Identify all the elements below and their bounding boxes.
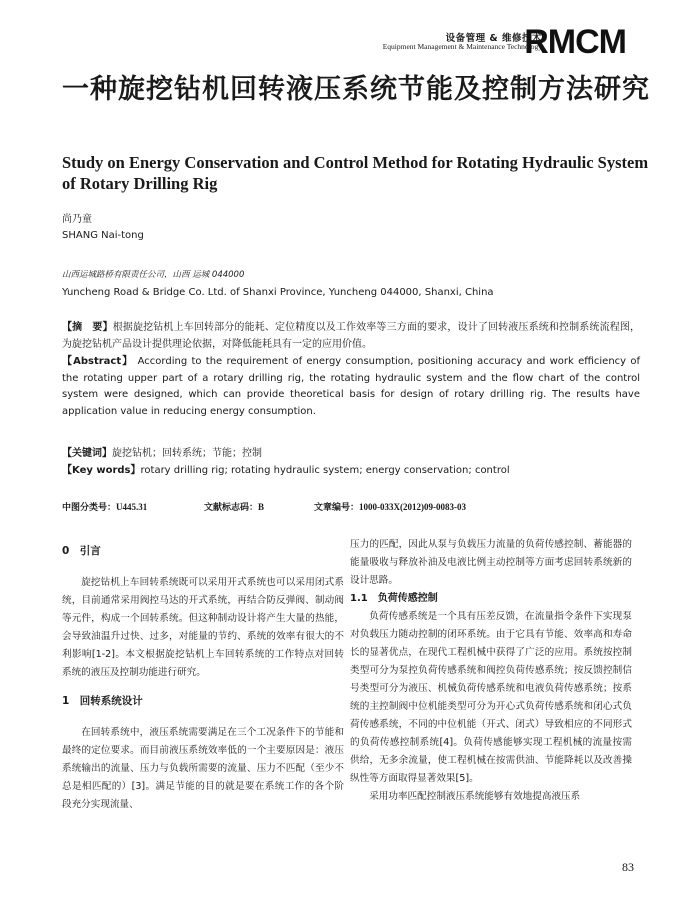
article-number: 文章编号：1000-033X(2012)09-0083-03 — [314, 502, 466, 512]
author-name-cn: 尚乃童 — [62, 214, 92, 225]
abstract-cn — [62, 320, 640, 353]
section-1-1-paragraph-2: 采用功率匹配控制液压系统能够有效地提高液压系 — [369, 791, 581, 802]
journal-name-cn: 设备管理 & 维修技术 — [445, 33, 542, 44]
journal-name-en: Equipment Management & Maintenance Technology — [382, 42, 542, 51]
journal-logo: RMCM — [524, 23, 626, 61]
affiliation-en: Yuncheng Road & Bridge Co. Ltd. of Shanxi Province, Yuncheng 044000, Shanxi, China — [62, 287, 494, 298]
keywords-cn — [62, 444, 262, 459]
clc-number: 中图分类号：U445.31 — [62, 502, 148, 512]
page-number: 83 — [622, 860, 634, 874]
keywords-en-text: rotary drilling rig; rotating hydraulic system; energy conservation; control — [140, 465, 510, 476]
section-1-1-paragraph: 负荷传感系统是一个具有压差反馈，在流量指令条件下实现泵对负载压力随动控制的闭环系统。由于它具有节能、效率高和寿命长的显著优点，在现代工程机械中获得了广泛的应用。系统按控制类型可分为泵控负荷传感系统和阀控负荷传感系统；按反馈控制信号类型可分为液压、机械负荷传感系统和电液负荷传感系统；按系统的主控制阀中位机能类型可分为开心式负荷传感系统和闭心式负荷传感系统，不同的中位机能（开式、闭式）导致相应的不同形式的负荷传感控制系统[4]。负荷传感能够实现工程机械的流量按需供给，无多余流量，使工程机械在按需供油、节能降耗以及改善操纵性等方面取得显著效果[5]。 — [350, 611, 632, 784]
document-code: 文献标志码：B — [204, 502, 265, 512]
abstract-en-tag: 【Abstract】 — [62, 356, 134, 367]
keywords-cn-tag: 【关键词】 — [62, 448, 112, 459]
abstract-cn-text: 根据旋挖钻机上车回转部分的能耗、定位精度以及工作效率等三方面的要求，设计了回转液压系统和控制系统流程图，为旋挖钻机产品设计提供理论依据，对降低能耗具有一定的应用价值。 — [62, 322, 641, 350]
author-name-en: SHANG Nai-tong — [62, 230, 144, 241]
section-1-1-heading: 1.1 负荷传感控制 — [350, 593, 438, 604]
keywords-en — [62, 461, 510, 476]
affiliation-cn: 山西运城路桥有限责任公司，山西 运城 044000 — [62, 270, 245, 280]
section-1-continued: 压力的匹配，因此从泵与负载压力流量的负荷传感控制、蓄能器的能量吸收与释放补油及电液比例主动控制等方面考虑回转系统新的设计思路。 — [350, 539, 632, 586]
keywords-cn-text: 旋挖钻机；回转系统；节能；控制 — [112, 448, 262, 459]
section-0-paragraph: 旋挖钻机上车回转系统既可以采用开式系统也可以采用闭式系统，目前通常采用阀控马达的开式系统，再结合防反弹阀、制动阀等元件，构成一个回转系统。但这种制动设计将产生大量的热能，会导致油温升过快、过多，对能量的节约、系统的效率有很大的不利影响[1-2]。本文根据旋挖钻机上车回转系统的工作特点对回转系统的液压及控制功能进行研究。 — [62, 577, 344, 678]
section-1-paragraph: 在回转系统中，液压系统需要满足在三个工况条件下的节能和最终的定位要求。而目前液压系统效率低的一个主要原因是：液压系统输出的流量、压力与负载所需要的流量、压力不匹配（至少不总是相匹配的）[3]。满足节能的目的就是要在系统工作的各个阶段充分实现流量、 — [62, 727, 344, 810]
section-0-heading: 0 引言 — [62, 545, 101, 557]
keywords-en-tag: 【Key words】 — [62, 465, 141, 476]
paper-title-en: Study on Energy Conservation and Control Method for Rotating Hydraulic System of Rotary Drilling Rig — [62, 153, 649, 193]
right-column — [350, 536, 632, 806]
paper-title-cn: 一种旋挖钻机回转液压系统节能及控制方法研究 — [62, 74, 650, 105]
abstract-cn-tag: 【摘 要】 — [62, 322, 113, 333]
abstract-en — [62, 354, 640, 420]
section-1-heading: 1 回转系统设计 — [62, 695, 143, 707]
left-column — [62, 540, 344, 814]
abstract-en-text: According to the requirement of energy consumption, positioning accuracy and work efficiency of the rotating upper part of a rotary drilling rig, the rotating hydraulic system and the flow chart of the control system were designed, which can provide theoretical basis for design of rotary drilling rig. The results have application value in reducing energy consumption. — [62, 356, 640, 417]
